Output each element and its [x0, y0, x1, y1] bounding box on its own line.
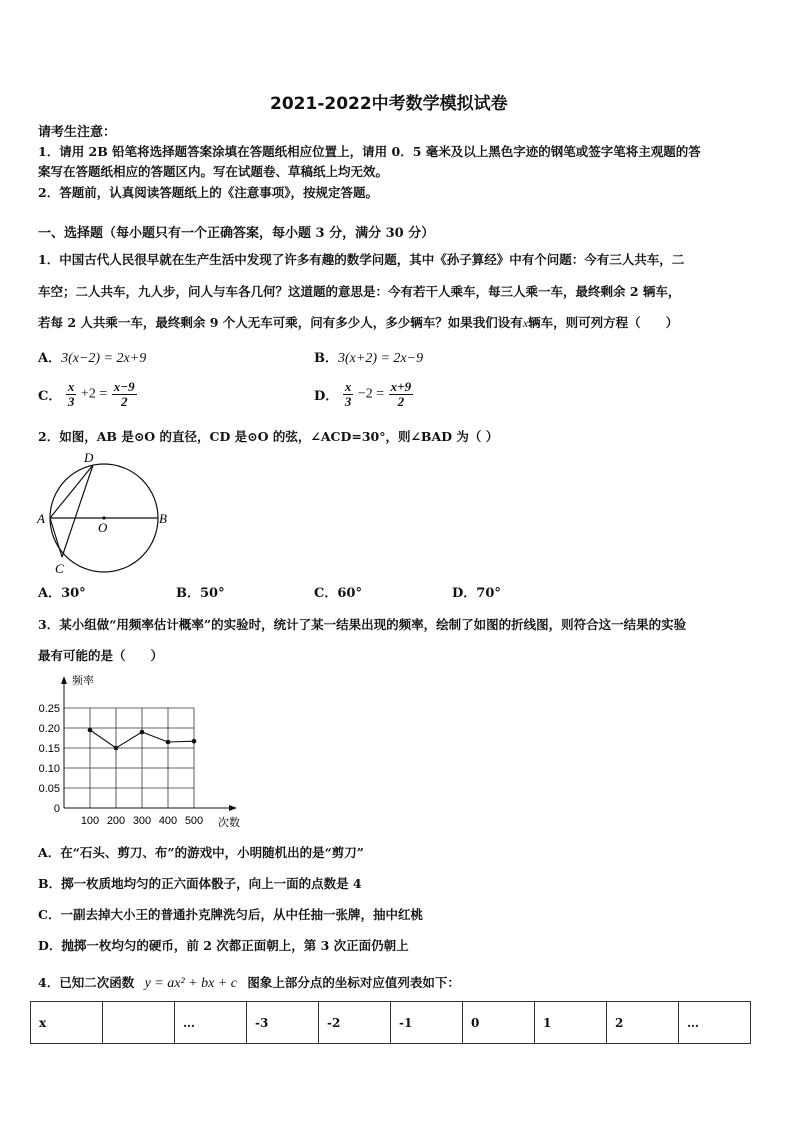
- q1-line3-b: 辆车，则可列方程（ ）: [528, 315, 679, 330]
- data-point: [166, 740, 171, 745]
- circle-diagram: [36, 448, 176, 578]
- q1-line2: 车空；二人共车，九人步，问人与车各几何？这道题的意思是：今有若干人乘车，每三人乘一车，最终剩余 2 辆车，: [38, 284, 681, 299]
- y-tick-label: 0.15: [38, 743, 60, 755]
- label-c: C: [55, 561, 64, 576]
- q1-option-d-label: D．: [314, 389, 339, 404]
- table-cell: -3: [247, 1002, 319, 1044]
- data-point: [114, 746, 119, 751]
- section-heading: 一、选择题（每小题只有一个正确答案，每小题 3 分，满分 30 分）: [38, 226, 435, 241]
- table-cell: x: [31, 1002, 103, 1044]
- q1-option-a[interactable]: [38, 347, 146, 367]
- page-title: 2021-2022中考数学模拟试卷: [270, 94, 508, 114]
- q4-stem: [38, 973, 460, 992]
- q1-option-d-mid: −2 =: [357, 386, 385, 402]
- q2-option-b[interactable]: B．50°: [176, 586, 225, 601]
- q2-stem: 2．如图，AB 是⊙O 的直径，CD 是⊙O 的弦，∠ACD=30°，则∠BAD 为（ ）: [38, 429, 499, 444]
- q1-option-d[interactable]: [314, 380, 413, 409]
- q3-line1: 3．某小组做“用频率估计概率”的实验时，统计了某一结果出现的频率，绘制了如图的折线图，则符合这一结果的实验: [38, 617, 687, 632]
- x-axis-arrow: [229, 805, 237, 811]
- q1-option-d-frac2: $\frac{x+9}{2}$: [390, 379, 412, 409]
- q3-option-c[interactable]: C．一副去掉大小王的普通扑克牌洗匀后，从中任抽一张牌，抽中红桃: [38, 907, 423, 922]
- q1-option-b-eq: 3(x+2) = 2x−9: [338, 351, 424, 366]
- table-cell: 1: [535, 1002, 607, 1044]
- x-tick-label: 500: [184, 815, 204, 827]
- q4-function-eq: y = ax² + bx + c: [144, 976, 237, 991]
- notice-heading: 请考生注意：: [38, 125, 117, 140]
- y-tick-label: 0.05: [38, 783, 60, 795]
- notice-item2: 2．答题前，认真阅读答题纸上的《注意事项》，按规定答题。: [38, 185, 378, 200]
- label-a: A: [37, 511, 45, 526]
- q3-option-a[interactable]: A．在“石头、剪刀、布”的游戏中，小明随机出的是“剪刀”: [38, 845, 364, 860]
- y-tick-label: 0.25: [38, 703, 60, 715]
- q1-option-c[interactable]: [38, 380, 137, 409]
- table-cell: …: [175, 1002, 247, 1044]
- label-b: B: [159, 511, 167, 526]
- frequency-line-chart: [30, 668, 260, 833]
- label-d: D: [84, 450, 94, 465]
- x-axis-label: 次数: [218, 816, 240, 829]
- x-tick-label: 200: [106, 815, 126, 827]
- q1-option-c-label: C．: [38, 389, 62, 404]
- notice-item1-line1: 1．请用 2B 铅笔将选择题答案涂填在答题纸相应位置上，请用 0．5 毫米及以上黑色字迹的钢笔或签字笔将主观题的答: [38, 144, 701, 159]
- q1-option-c-frac2: $\frac{x-9}{2}$: [113, 379, 135, 409]
- q1-line1: 1．中国古代人民很早就在生产生活中发现了许多有趣的数学问题，其中《孙子算经》中有个问题：今有三人共车，二: [38, 252, 685, 267]
- q1-option-d-frac1: $\frac{x}{3}$: [344, 379, 352, 409]
- q1-option-c-mid: +2 =: [80, 386, 108, 402]
- q1-option-b[interactable]: [314, 347, 423, 367]
- table-cell: …: [679, 1002, 751, 1044]
- q1-option-c-frac1: $\frac{x}{3}$: [67, 379, 75, 409]
- q1-option-b-label: B．: [314, 351, 338, 366]
- q3-option-d[interactable]: D．抛掷一枚均匀的硬币，前 2 次都正面朝上，第 3 次正面仍朝上: [38, 938, 409, 953]
- y-tick-label: 0.20: [38, 723, 60, 735]
- notice-item1-line2: 案写在答题纸相应的答题区内。写在试题卷、草稿纸上均无效。: [38, 164, 389, 179]
- x-tick-label: 300: [132, 815, 152, 827]
- table-row: [31, 1002, 751, 1044]
- q3-option-b[interactable]: B．掷一枚质地均匀的正六面体骰子，向上一面的点数是 4: [38, 876, 362, 891]
- data-point: [140, 730, 145, 735]
- q2-option-a[interactable]: A．30°: [38, 586, 86, 601]
- q2-option-d[interactable]: D．70°: [452, 586, 501, 601]
- x-tick-label: 100: [80, 815, 100, 827]
- table-cell: 2: [607, 1002, 679, 1044]
- q1-option-a-eq: 3(x−2) = 2x+9: [61, 351, 147, 366]
- value-table: [30, 1001, 751, 1044]
- y-axis-label: 频率: [72, 674, 94, 687]
- q2-option-c[interactable]: C．60°: [314, 586, 362, 601]
- y-tick-label: 0: [53, 803, 60, 815]
- q4-stem-b: 图象上部分点的坐标对应值列表如下：: [247, 975, 460, 990]
- label-o: O: [98, 520, 108, 535]
- table-cell: -1: [391, 1002, 463, 1044]
- data-point: [192, 739, 197, 744]
- q3-line2: 最有可能的是（ ）: [38, 648, 164, 663]
- q4-stem-a: 4．已知二次函数: [38, 975, 135, 990]
- q1-var-x: x: [522, 316, 529, 330]
- y-axis-arrow: [61, 676, 67, 684]
- q1-line3-a: 若每 2 人共乘一车，最终剩余 9 个人无车可乘，问有多少人，多少辆车？如果我们设有: [38, 315, 523, 330]
- y-tick-label: 0.10: [38, 763, 60, 775]
- q1-line3: [38, 313, 678, 331]
- table-cell: -2: [319, 1002, 391, 1044]
- data-point: [88, 728, 93, 733]
- table-cell: 0: [463, 1002, 535, 1044]
- q1-option-a-label: A．: [38, 351, 62, 366]
- chord-ac: [50, 518, 62, 557]
- x-tick-label: 400: [158, 815, 178, 827]
- table-cell: [103, 1002, 175, 1044]
